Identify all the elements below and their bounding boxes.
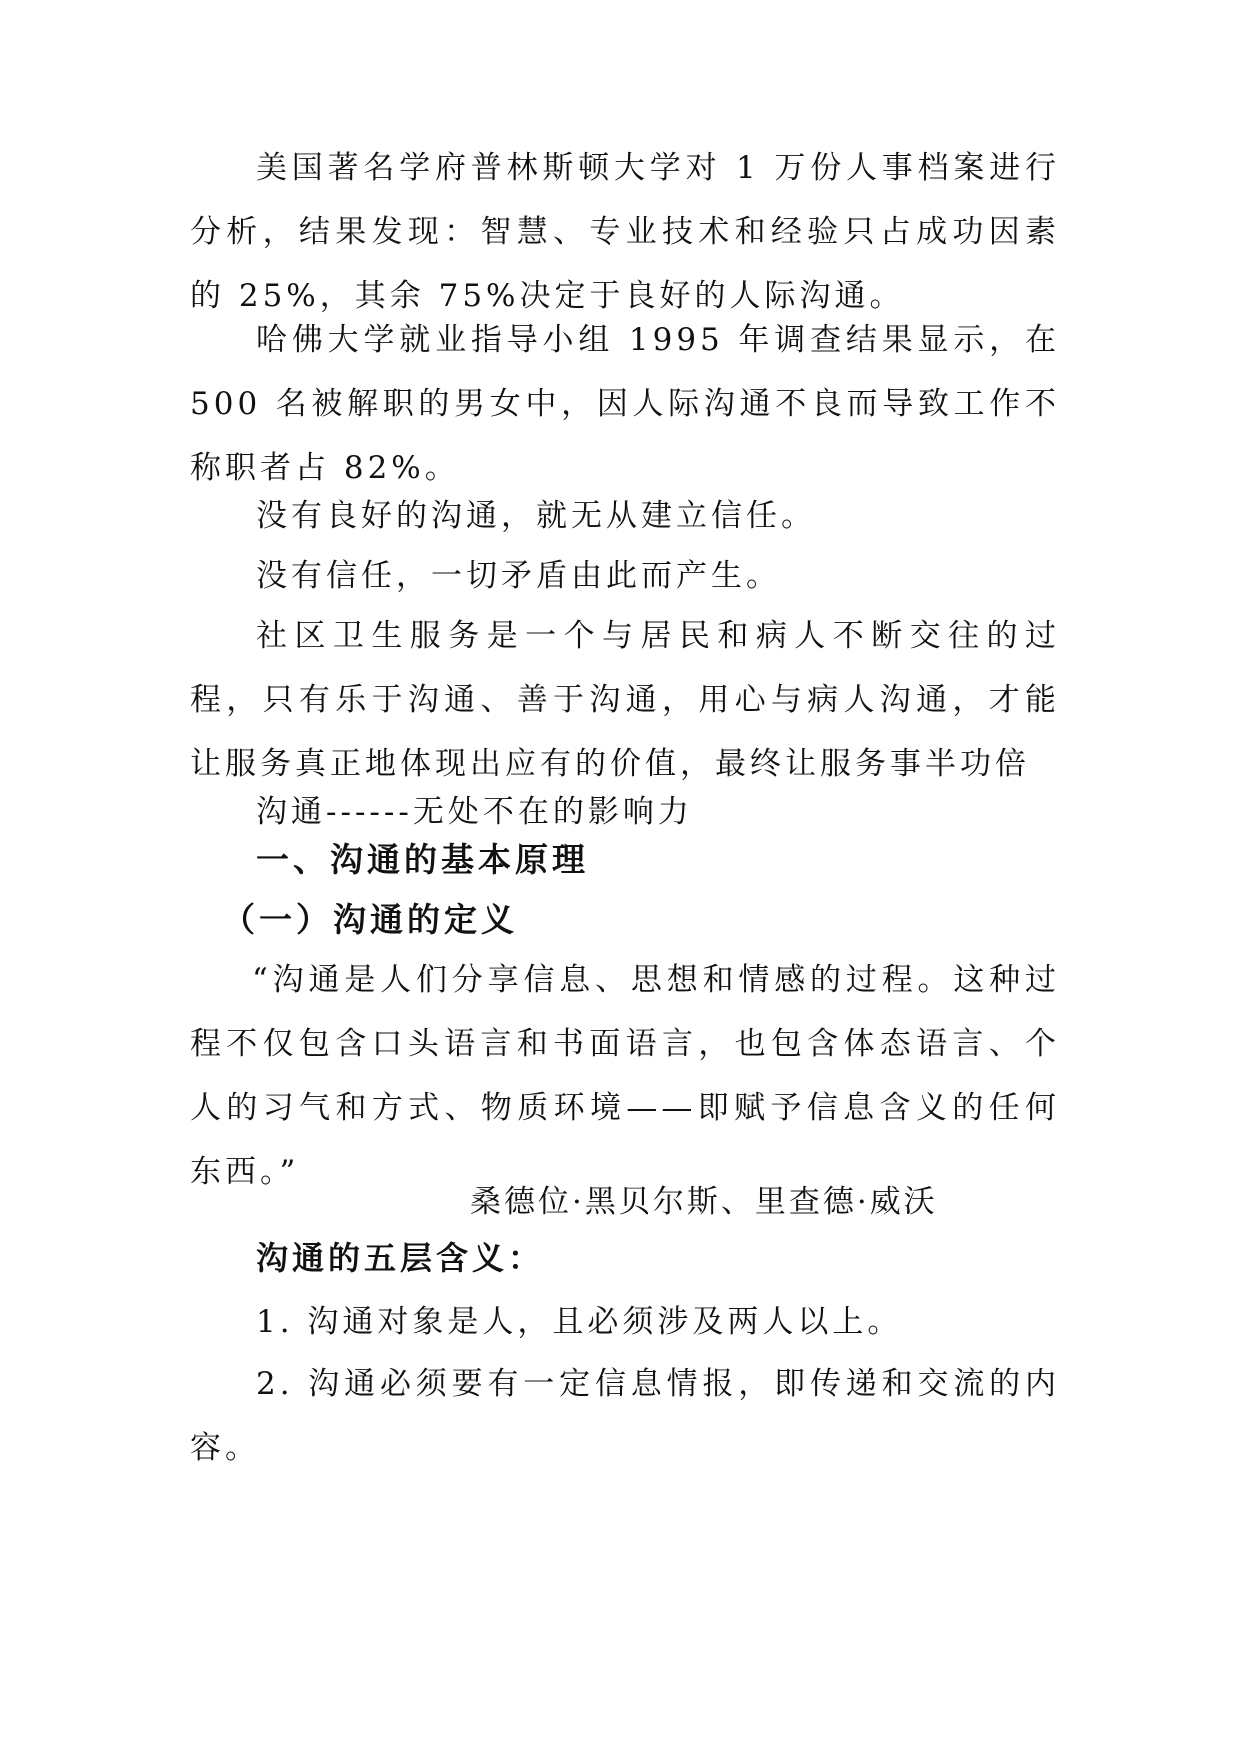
list-item: 1. 沟通对象是人，且必须涉及两人以上。 [256,1304,903,1340]
section-heading: 一、沟通的基本原理 [256,840,589,879]
paragraph-influence: 沟通------无处不在的影响力 [256,794,693,830]
subsection-heading: （一）沟通的定义 [222,900,518,939]
five-levels-title: 沟通的五层含义： [256,1239,545,1277]
list-item: 2. 沟通必须要有一定信息情报，即传递和交流的内容。 [190,1366,1060,1466]
paragraph-no-communication: 没有良好的沟通，就无从建立信任。 [256,498,816,534]
paragraph-princeton-study: 美国著名学府普林斯顿大学对 1 万份人事档案进行分析，结果发现：智慧、专业技术和经验只占成功因素的 25%，其余 75%决定于良好的人际沟通。 [190,150,1060,314]
definition-quote: “沟通是人们分享信息、思想和情感的过程。这种过程不仅包含口头语言和书面语言，也包含体态语言、个人的习气和方式、物质环境——即赋予信息含义的任何东西。” [190,962,1060,1190]
paragraph-harvard-study: 哈佛大学就业指导小组 1995 年调查结果显示，在 500 名被解职的男女中，因人际沟通不良而导致工作不称职者占 82%。 [190,322,1060,486]
paragraph-no-trust: 没有信任，一切矛盾由此而产生。 [256,558,781,594]
paragraph-community-health: 社区卫生服务是一个与居民和病人不断交往的过程，只有乐于沟通、善于沟通，用心与病人沟通，才能让服务真正地体现出应有的价值，最终让服务事半功倍 [190,618,1060,782]
quote-attribution: 桑德位·黑贝尔斯、里查德·威沃 [470,1184,938,1220]
